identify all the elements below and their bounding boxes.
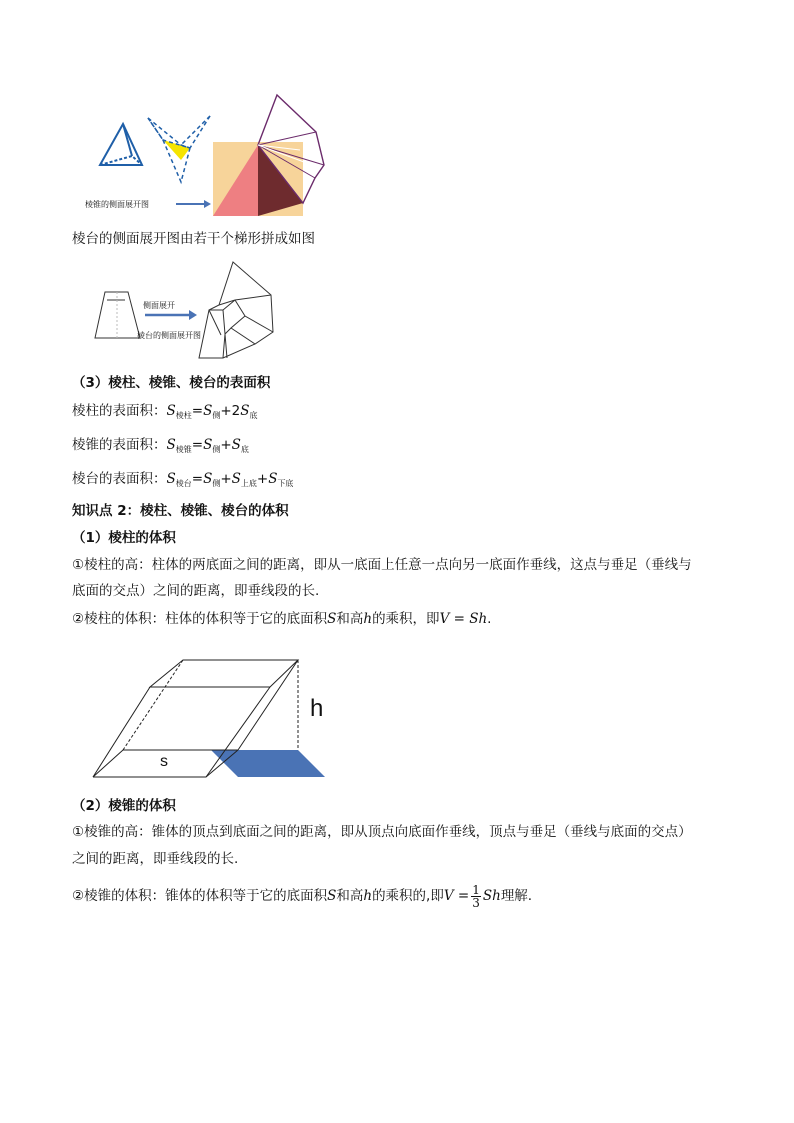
frustum-surface-label: 棱台的表面积： bbox=[72, 471, 167, 487]
arrow-icon bbox=[176, 200, 211, 208]
section3-heading: （3）棱柱、棱锥、棱台的表面积 bbox=[72, 375, 271, 391]
pyramid-surface-label: 棱锥的表面积： bbox=[72, 437, 167, 453]
frustum-arrow-label: 侧面展开 bbox=[143, 301, 175, 310]
prism-height-def-2: 底面的交点）之间的距离，即垂线段的长. bbox=[72, 583, 320, 599]
prism-surface-label: 棱柱的表面积： bbox=[72, 403, 167, 419]
one-third-fraction: $\frac{1}{3}$ bbox=[472, 882, 480, 910]
pyramid-volume-subheading: （2）棱锥的体积 bbox=[72, 798, 176, 814]
figure1-caption: 棱锥的侧面展开图 bbox=[85, 200, 149, 209]
base-label: s bbox=[160, 753, 168, 770]
frustum-unfold-figure bbox=[85, 260, 285, 360]
prism-height-def-1: ①棱柱的高：柱体的两底面之间的距离，即从一底面上任意一点向另一底面作垂线，这点与垂足（垂线与 bbox=[72, 557, 692, 573]
prism-volume-subheading: （1）棱柱的体积 bbox=[72, 530, 176, 546]
arrow-icon bbox=[145, 310, 197, 320]
pyramid-height-def-2: 之间的距离，即垂线段的长. bbox=[72, 851, 239, 867]
tetrahedron-net-diagram bbox=[148, 116, 210, 182]
tetrahedron-diagram bbox=[100, 124, 142, 165]
knowledge2-heading: 知识点 2：棱柱、棱锥、棱台的体积 bbox=[72, 503, 289, 519]
frustum-net-diagram bbox=[199, 262, 273, 358]
pyramid-fan-diagram bbox=[213, 95, 324, 216]
oblique-prism-figure bbox=[88, 655, 333, 780]
pyramid-volume-def: ②棱锥的体积：锥体的体积等于它的底面积S和高h的乘积的,即V = $\frac{1}{3}$ Sh理解. bbox=[72, 882, 533, 910]
pyramid-unfold-figure bbox=[80, 90, 340, 220]
prism-volume-def: ②棱柱的体积：柱体的体积等于它的底面积S和高h的乘积，即V = Sh. bbox=[72, 611, 492, 627]
height-label: h bbox=[310, 695, 324, 722]
pyramid-volume-v: V = bbox=[443, 888, 470, 904]
frustum-surface-line: 棱台的表面积：$S_{棱台}=S_侧+S_{上底}+S_{下底}$ bbox=[72, 471, 294, 488]
prism-volume-formula: V = Sh bbox=[439, 611, 488, 627]
prism-surface-line: 棱柱的表面积：$S_{棱柱}=S_侧+2S_底$ bbox=[72, 403, 258, 420]
frustum-caption: 棱台的侧面展开图 bbox=[137, 331, 201, 340]
frustum-unfold-text: 棱台的侧面展开图由若干个梯形拼成如图 bbox=[72, 231, 315, 247]
pyramid-height-def-1: ①棱锥的高：锥体的顶点到底面之间的距离，即从顶点向底面作垂线，顶点与垂足（垂线与底面的交点） bbox=[72, 824, 692, 840]
frustum-diagram bbox=[95, 292, 140, 338]
pyramid-surface-line: 棱锥的表面积：$S_{棱锥}=S_侧+S_底$ bbox=[72, 437, 249, 454]
projected-base-shape bbox=[211, 750, 325, 777]
